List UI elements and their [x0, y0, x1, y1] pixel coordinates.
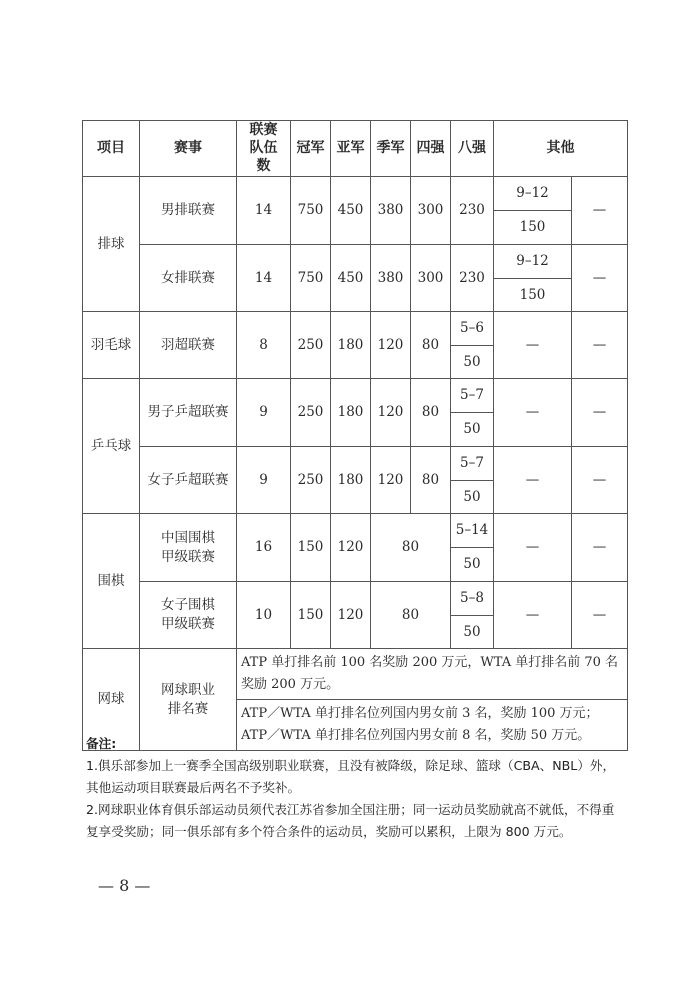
- teams-cell: 14: [237, 245, 291, 312]
- teams-cell: 10: [237, 582, 291, 649]
- table-row: [83, 649, 628, 700]
- teams-cell: 16: [237, 514, 291, 582]
- third-cell: 120: [371, 447, 411, 514]
- top4-cell: 80: [411, 447, 451, 514]
- runner-up-cell: 450: [331, 245, 371, 312]
- runner-up-cell: 180: [331, 312, 371, 379]
- champion-cell: 150: [291, 514, 331, 582]
- header-row: [83, 121, 628, 177]
- teams-cell: 8: [237, 312, 291, 379]
- project-volleyball: 排球: [83, 177, 140, 312]
- top8-value-cell: 50: [451, 413, 494, 447]
- top4-cell: 80: [411, 379, 451, 447]
- other-dash-cell: —: [494, 514, 572, 582]
- project-tennis: 网球: [83, 649, 140, 751]
- top4-cell: 300: [411, 245, 451, 312]
- top8-range-cell: 5–7: [451, 379, 494, 413]
- event-line: 网球职业: [161, 681, 215, 698]
- top4-cell: 80: [411, 312, 451, 379]
- third-cell: 120: [371, 379, 411, 447]
- project-tabletennis: 乒乓球: [83, 379, 140, 514]
- runner-up-cell: 450: [331, 177, 371, 245]
- event-line: 女子围棋: [161, 597, 215, 613]
- page-number: — 8 —: [98, 876, 151, 895]
- tennis-award-text-2: ATP／WTA 单打排名位列国内男女前 3 名，奖励 100 万元；ATP／WTA 单打排名位列国内男女前 8 名，奖励 50 万元。: [237, 700, 628, 751]
- event-cell: 男排联赛: [140, 177, 237, 245]
- third-top4-cell: 80: [371, 582, 451, 649]
- table-row: [83, 379, 628, 413]
- note-1: 1.俱乐部参加上一赛季全国高级别职业联赛，且没有被降级，除足球、篮球（CBA、NBL）外，其他运动项目联赛最后两名不予奖补。: [86, 758, 616, 795]
- other-dash-cell: —: [572, 582, 628, 649]
- table-row: [83, 582, 628, 616]
- top8-value-cell: 50: [451, 548, 494, 582]
- top8-value-cell: 50: [451, 616, 494, 649]
- top8-cell: 230: [451, 245, 494, 312]
- runner-up-cell: 180: [331, 447, 371, 514]
- header-runner-up: 亚军: [331, 121, 371, 177]
- event-cell: 女排联赛: [140, 245, 237, 312]
- third-cell: 380: [371, 245, 411, 312]
- other-dash-cell: —: [494, 582, 572, 649]
- event-line: 排名赛: [167, 700, 209, 717]
- runner-up-cell: 120: [331, 582, 371, 649]
- notes-title: 备注:: [86, 736, 117, 751]
- table-row: [83, 177, 628, 211]
- champion-cell: 750: [291, 245, 331, 312]
- teams-cell: 14: [237, 177, 291, 245]
- event-line: 甲级联赛: [161, 616, 215, 632]
- other-dash-cell: —: [572, 379, 628, 447]
- teams-cell: 9: [237, 379, 291, 447]
- top8-range-cell: 5–6: [451, 312, 494, 346]
- other-range-cell: 9–12: [494, 177, 572, 211]
- other-value-cell: 150: [494, 279, 572, 312]
- third-top4-cell: 80: [371, 514, 451, 582]
- top8-range-cell: 5–7: [451, 447, 494, 481]
- table-row: [83, 312, 628, 346]
- event-cell: 女子乒超联赛: [140, 447, 237, 514]
- other-dash-cell: —: [494, 379, 572, 447]
- top8-range-cell: 5–8: [451, 582, 494, 616]
- table-row: [83, 245, 628, 279]
- third-cell: 380: [371, 177, 411, 245]
- other-dash-cell: —: [572, 245, 628, 312]
- event-line: 甲级联赛: [161, 548, 215, 565]
- project-weiqi: 围棋: [83, 514, 140, 649]
- champion-cell: 750: [291, 177, 331, 245]
- header-project: 项目: [83, 121, 140, 177]
- other-dash-cell: —: [572, 312, 628, 379]
- other-dash-cell: —: [572, 177, 628, 245]
- champion-cell: 250: [291, 447, 331, 514]
- other-dash-cell: —: [494, 447, 572, 514]
- header-third: 季军: [371, 121, 411, 177]
- header-top8: 八强: [451, 121, 494, 177]
- event-cell: 羽超联赛: [140, 312, 237, 379]
- champion-cell: 250: [291, 312, 331, 379]
- third-cell: 120: [371, 312, 411, 379]
- other-dash-cell: —: [494, 312, 572, 379]
- event-cell: [140, 582, 237, 649]
- champion-cell: 150: [291, 582, 331, 649]
- tennis-award-text-1: ATP 单打排名前 100 名奖励 200 万元，WTA 单打排名前 70 名奖励 200 万元。: [237, 649, 628, 700]
- award-table: [82, 120, 628, 751]
- header-top4: 四强: [411, 121, 451, 177]
- top8-value-cell: 50: [451, 481, 494, 514]
- notes-section: [86, 733, 626, 843]
- header-teams: 联赛队伍数: [237, 121, 291, 177]
- other-range-cell: 9–12: [494, 245, 572, 279]
- champion-cell: 250: [291, 379, 331, 447]
- other-dash-cell: —: [572, 447, 628, 514]
- event-cell: [140, 514, 237, 582]
- table-row: [83, 514, 628, 548]
- top8-cell: 230: [451, 177, 494, 245]
- runner-up-cell: 180: [331, 379, 371, 447]
- top8-value-cell: 50: [451, 346, 494, 379]
- top8-range-cell: 5–14: [451, 514, 494, 548]
- event-cell: 男子乒超联赛: [140, 379, 237, 447]
- header-event: 赛事: [140, 121, 237, 177]
- top4-cell: 300: [411, 177, 451, 245]
- table-row: [83, 447, 628, 481]
- teams-cell: 9: [237, 447, 291, 514]
- other-dash-cell: —: [572, 514, 628, 582]
- header-other: 其他: [494, 121, 628, 177]
- runner-up-cell: 120: [331, 514, 371, 582]
- other-value-cell: 150: [494, 211, 572, 245]
- note-2: 2.网球职业体育俱乐部运动员须代表江苏省参加全国注册；同一运动员奖励就高不就低，不得重复享受奖励；同一俱乐部有多个符合条件的运动员，奖励可以累积，上限为 800 万元。: [86, 802, 615, 839]
- project-badminton: 羽毛球: [83, 312, 140, 379]
- event-line: 中国围棋: [161, 529, 215, 546]
- header-champion: 冠军: [291, 121, 331, 177]
